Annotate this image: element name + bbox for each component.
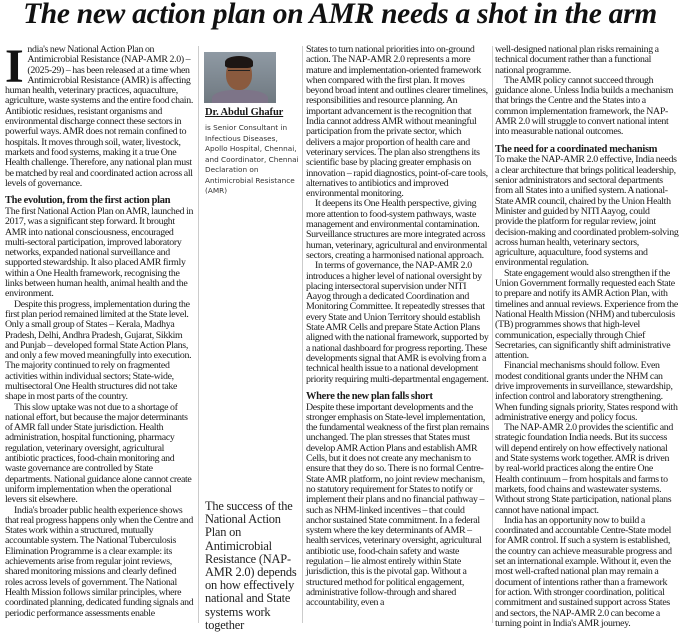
paragraph: State engagement would also strengthen if the Union Government formally requested each State to prepare and notify its AMR Action Plan, with timelines and annual reviews. Experience from the National Health Mission (NHM) and tuberculosis (TB) programmes shows that high-level communication, especially through Chief Secretaries, can significantly shift administrative attention.	[495, 267, 678, 362]
paragraph: well-designed national plan risks remaining a technical document rather than a functional national programme.	[495, 44, 659, 76]
paragraph: Despite these important developments and the stronger emphasis on State-level implementation, the fundamental weakness of the first plan remains unchanged. The plan stresses that States must develop AMR Action Plans and establish AMR Cells, but it does not create any mechanism to ensure that they do so. There is no formal Centre-State AMR platform, no joint review mechanism, no statutory requirement for States to notify or implement their plans and no financial pathway – such as NHM-linked incentives – that could anchor sustained State commitment. In a federal system where the key determinants of AMR – health services, veterinary oversight, agricultural antibiotic use, food-chain safety and waste regulation – lie almost entirely within State jurisdiction, this is the pivotal gap. Without a structured method for political engagement, administrative follow-through and shared accountability, even a	[306, 401, 489, 609]
column-divider	[492, 46, 493, 623]
pull-quote: The success of the National Action Plan on Antimicrobial Resistance (NAP-AMR 2.0) depends on how effectively national and State systems work together	[205, 499, 297, 632]
paragraph: In terms of governance, the NAP-AMR 2.0 introduces a higher level of national oversight by placing intersectoral supervision under NITI Aayog through a dedicated Coordination and Monitoring Committee. It repeatedly stresses that every State and Union Territory should establish State AMR Cells and prepare State Action Plans aligned with the national framework, supported by a national dashboard for progress reporting. These developments signal that AMR is evolving from a technical health issue to a national development priority requiring multi-departmental engagement.	[306, 260, 489, 385]
author-name: Dr. Abdul Ghafur	[205, 107, 284, 118]
paragraph: India has an opportunity now to build a coordinated and accountable Centre-State model for AMR control. If such a system is established, the country can achieve measurable progress and set an international example. Without it, even the most well-crafted national plan may remain a document of intentions rather than a framework for action. With stronger coordination, political commitment and sustained support across States and sectors, the NAP-AMR 2.0 can become a turning point in India's AMR journey.	[495, 514, 672, 629]
paragraph: This slow uptake was not due to a shortage of national effort, but because the major determinants of AMR fall under State jurisdiction. Health administration, hospital functioning, pharmacy regulation, veterinary oversight, agricultural antibiotic practices, food-chain monitoring and waste governance are controlled by State departments. National guidance alone cannot create uniform implementation when the operational levers sit elsewhere.	[5, 401, 192, 506]
column-4	[495, 45, 679, 629]
paragraph: It deepens its One Health perspective, giving more attention to food-system pathways, waste management and environmental contamination. Surveillance structures are more integrated across human, veterinary, agricultural and environmental sectors, creating a harmonised national approach.	[306, 198, 488, 261]
paragraph: Financial mechanisms should follow. Even modest conditional grants under the NHM can drive improvements in surveillance, stewardship, infection control and laboratory strengthening. When funding signals priority, States respond with administrative energy and policy focus.	[495, 360, 678, 423]
column-3	[306, 45, 490, 609]
column-divider	[302, 46, 303, 623]
column-divider	[198, 46, 199, 623]
column-1	[5, 40, 195, 619]
intro-paragraph: India's new National Action Plan on Antimicrobial Resistance (NAP-AMR 2.0) – (2025-29) – has been released at a time when Antimicrobial Resistance (AMR) is affecting human health, veterinary practices, aquaculture, agriculture, waste systems and the entire food chain. Antibiotic residues, resistant organisms and environmental discharge connect these sectors in powerful ways. AMR does not remain confined to hospitals. It moves through soil, water, livestock, markets and food systems, making it a true One Health challenge. Therefore, any national plan must be matched by real and coordinated action across all levels of governance.	[5, 40, 193, 189]
paragraph: States to turn national priorities into on-ground action. The NAP-AMR 2.0 represents a more mature and implementation-oriented framework when compared with the first plan. It moves beyond broad intent and outlines clearer timelines, responsibilities and resource planning. An important advancement is the recognition that India cannot address AMR without meaningful participation from the private sector, which delivers a major proportion of health care and veterinary services. The plan also strengthens its scientific base by placing greater emphasis on innovation – rapid diagnostics, point-of-care tools, alternatives to antibiotics and improved environmental monitoring.	[306, 44, 488, 200]
section-heading: The evolution, from the first action plan	[5, 195, 171, 207]
paragraph: To make the NAP-AMR 2.0 effective, India needs a clear architecture that brings political leadership, senior administrators and sectoral departments from all States into a unified system. A national-State AMR council, chaired by the Union Health Minister and guided by NITI Aayog, could provide the platform for regular review, joint decision-making and coordinated problem-solving across human health, veterinary sectors, agriculture, aquaculture, food systems and environmental regulation.	[495, 154, 679, 269]
paragraph: The NAP-AMR 2.0 provides the scientific and strategic foundation India needs. But its success will depend entirely on how effectively national and State systems work together. AMR is driven by real-world practices along the entire One Health continuum – from hospitals and farms to markets, food chains and wastewater systems. Without strong State participation, national plans cannot have national impact.	[495, 422, 674, 516]
author-photo	[204, 52, 276, 103]
author-bio: is Senior Consultant in Infectious Diseases, Apollo Hospital, Chennai, and Coordinator, Chennai Declaration on Antimicrobial Resistance (AMR)	[205, 123, 299, 195]
headline: The new action plan on AMR needs a shot in the arm	[23, 0, 657, 30]
section-heading: The need for a coordinated mechanism	[495, 143, 658, 155]
paragraph: India's broader public health experience shows that real progress happens only when the Centre and States work within a structured, mutually accountable system. The National Tuberculosis Elimination Programme is a clear example: its achievements arise from regular joint reviews, shared monitoring missions and clearly defined roles across levels of government. The National Health Mission follows similar principles, where coordinated planning, dedicated funding signals and periodic performance assessments enable	[5, 504, 194, 619]
section-heading: Where the new plan falls short	[306, 390, 433, 402]
paragraph: The AMR policy cannot succeed through guidance alone. Unless India builds a mechanism that brings the Centre and the States into a common implementation framework, the NAP-AMR 2.0 will struggle to convert national intent into measurable national outcomes.	[495, 74, 674, 138]
drop-cap: I	[5, 40, 24, 93]
paragraph: Despite this progress, implementation during the first plan period remained limited at the State level. Only a small group of States – Kerala, Madhya Pradesh, Delhi, Andhra Pradesh, Gujarat, Sikkim and Punjab – developed formal State Action Plans, and only a few moved meaningfully into execution. The majority continued to rely on fragmented activities within individual sectors; State-wide, multisectoral One Health structures did not take shape in most parts of the country.	[5, 298, 192, 403]
paragraph: The first National Action Plan on AMR, launched in 2017, was a significant step forward. It brought AMR into national consciousness, encouraged multi-sectoral participation, improved laboratory networks, expanded national surveillance and supported stewardship. It also placed AMR firmly within a One Health framework, recognising the links between human health, animal health and the environment.	[5, 205, 194, 300]
